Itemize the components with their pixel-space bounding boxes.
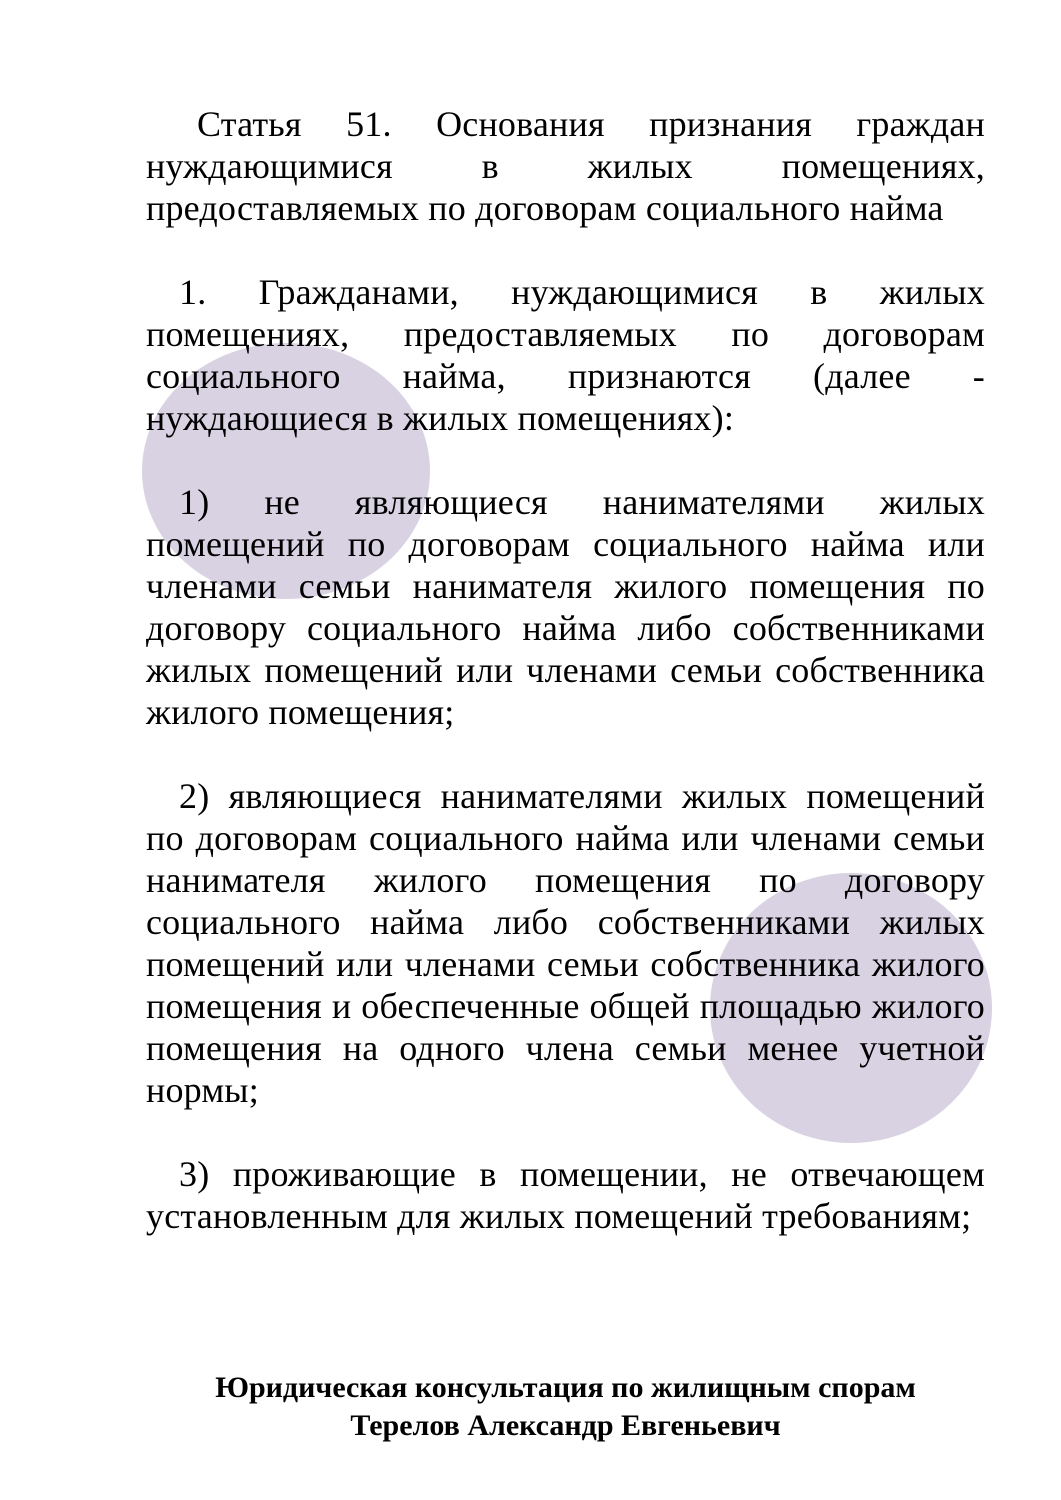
paragraph-intro: 1. Гражданами, нуждающимися в жилых помещениях, предоставляемых по договорам социального найма, признаются (далее - нуждающиеся в жилых помещениях): <box>146 272 985 438</box>
article-heading: Статья 51. Основания признания граждан нуждающимися в жилых помещениях, предоставляемых по договорам социального найма <box>146 104 985 228</box>
article-body <box>146 103 985 1237</box>
footer-consultation-line: Юридическая консультация по жилищным спорам <box>215 1371 916 1404</box>
footer-author-line: Терелов Александр Евгеньевич <box>350 1409 781 1442</box>
list-item-2: 2) являющиеся нанимателями жилых помещений по договорам социального найма или членами семьи нанимателя жилого помещения по договору социального найма либо собственниками жилых помещений или членами семьи собственника жилого помещения и обеспеченные общей площадью жилого помещения на одного члена семьи менее учетной нормы; <box>146 776 985 1110</box>
list-item-3: 3) проживающие в помещении, не отвечающем установленным для жилых помещений требованиям; <box>146 1154 985 1236</box>
list-item-1: 1) не являющиеся нанимателями жилых помещений по договорам социального найма или членами семьи нанимателя жилого помещения по договору социального найма либо собственниками жилых помещений или членами семьи собственника жилого помещения; <box>146 482 985 732</box>
page-footer <box>146 1369 985 1445</box>
